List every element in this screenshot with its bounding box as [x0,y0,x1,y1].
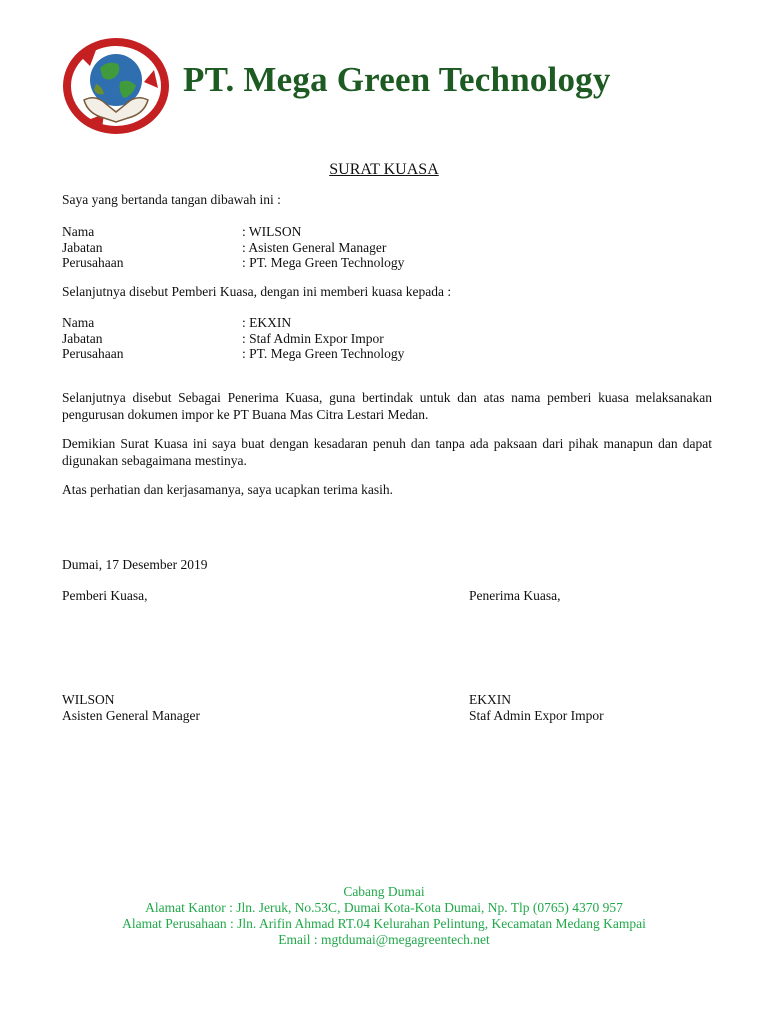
grantor-position-row [62,240,462,256]
field-value: : PT. Mega Green Technology [242,255,405,270]
grantee-signature-heading: Penerima Kuasa, [469,588,561,603]
footer-email: Email : mgtdumai@megagreentech.net [278,932,490,947]
field-label: Perusahaan [62,346,124,361]
field-label: Nama [62,224,95,239]
field-value: : EKXIN [242,315,292,330]
grantor-signature-position: Asisten General Manager [62,708,200,723]
field-label: Jabatan [62,330,103,346]
grantor-details [62,224,462,271]
letter-title: SURAT KUASA [329,161,439,178]
field-value: : Staf Admin Expor Impor [242,330,384,346]
grantor-name-row [62,224,462,240]
field-label: Nama [62,315,95,330]
intro-text: Saya yang bertanda tangan dibawah ini : [62,192,281,207]
footer-office-address: Alamat Kantor : Jln. Jeruk, No.53C, Dumai Kota-Kota Dumai, Np. Tlp (0765) 4370 957 [145,900,623,915]
grantee-position-row [62,331,462,347]
footer-company-address: Alamat Perusahaan : Jln. Arifin Ahmad RT.04 Kelurahan Pelintung, Kecamatan Medang Kampai [122,916,646,931]
place-date: Dumai, 17 Desember 2019 [62,557,208,572]
footer-branch: Cabang Dumai [343,884,425,899]
grantee-name-row [62,315,462,331]
paragraph-authorization: Selanjutnya disebut Sebagai Penerima Kuasa, guna bertindak untuk dan atas nama pemberi kuasa melaksanakan pengurusan dokumen impor ke PT Buana Mas Citra Lestari Medan. [62,390,712,422]
grantee-signature-name: EKXIN [469,692,511,707]
transition-text: Selanjutnya disebut Pemberi Kuasa, dengan ini memberi kuasa kepada : [62,284,452,299]
grantor-signature-name: WILSON [62,692,115,707]
field-label: Jabatan [62,239,103,255]
grantor-company-row [62,255,462,271]
paragraph-declaration: Demikian Surat Kuasa ini saya buat dengan kesadaran penuh dan tanpa ada paksaan dari pihak manapun dan dapat digunakan sebagaimana mestinya. [62,436,712,468]
field-value: : WILSON [242,224,302,239]
field-value: : Asisten General Manager [242,239,387,255]
company-name: PT. Mega Green Technology [183,60,611,99]
closing-text: Atas perhatian dan kerjasamanya, saya ucapkan terima kasih. [62,482,393,497]
field-label: Perusahaan [62,255,124,270]
grantee-company-row [62,346,462,362]
grantor-signature-heading: Pemberi Kuasa, [62,588,148,603]
company-logo [62,38,170,134]
globe-in-hands-logo-icon [62,38,170,134]
grantee-signature-position: Staf Admin Expor Impor [469,708,604,723]
grantee-details [62,315,462,362]
field-value: : PT. Mega Green Technology [242,346,405,361]
